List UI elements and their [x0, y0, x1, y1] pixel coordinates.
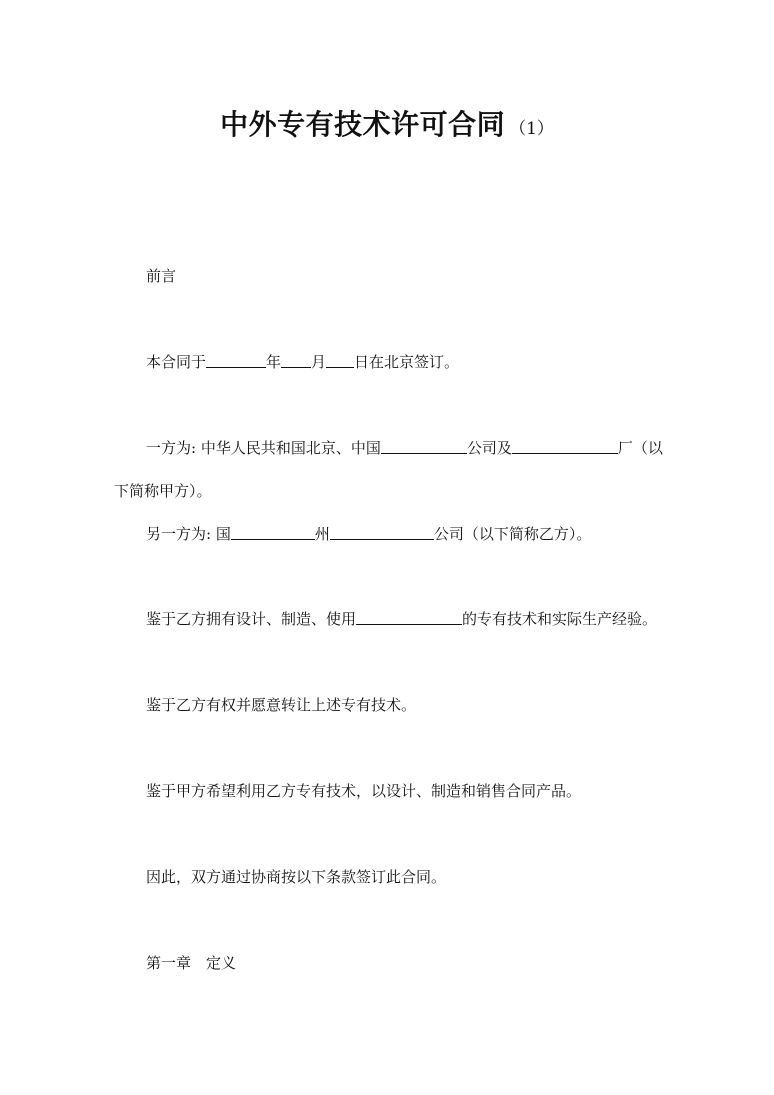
- party-b-text-3: 公司（以下简称乙方）。: [433, 525, 592, 543]
- signing-date-line: [146, 352, 459, 372]
- party-a-text-2: 公司及: [466, 439, 512, 457]
- title-text: 中外专有技术许可合同: [220, 108, 506, 141]
- factory-blank: [512, 440, 618, 454]
- title-number: （1）: [509, 119, 554, 139]
- whereas-1: [146, 609, 657, 629]
- party-a-line: [146, 438, 663, 458]
- chapter-heading: 第一章 定义: [146, 954, 237, 972]
- document-title: [0, 103, 774, 143]
- signing-text-1: 本合同于: [146, 353, 207, 371]
- whereas-1-text-1: 鉴于乙方拥有设计、制造、使用: [146, 610, 357, 628]
- party-b-text-2: 州: [314, 525, 330, 543]
- therefore-clause: 因此，双方通过协商按以下条款签订此合同。: [146, 868, 447, 886]
- country-blank: [231, 526, 315, 540]
- company-blank: [381, 440, 467, 454]
- whereas-1-text-2: 的专有技术和实际生产经验。: [462, 610, 658, 628]
- signing-text-2: 年: [266, 353, 282, 371]
- party-a-text-3: 厂（以: [617, 439, 663, 457]
- whereas-3: 鉴于甲方希望利用乙方专有技术，以设计、制造和销售合同产品。: [146, 782, 582, 800]
- party-a-continuation: 下简称甲方）。: [114, 482, 212, 500]
- day-blank: [326, 354, 354, 368]
- party-a-text-1: 一方为: 中华人民共和国北京、中国: [146, 439, 381, 457]
- party-b-text-1: 另一方为: 国: [146, 525, 231, 543]
- party-b-line: [146, 524, 591, 544]
- product-blank: [356, 611, 462, 625]
- year-blank: [206, 354, 266, 368]
- signing-text-4: 日在北京签订。: [354, 353, 460, 371]
- preface-heading: 前言: [146, 267, 177, 285]
- whereas-2: 鉴于乙方有权并愿意转让上述专有技术。: [146, 696, 417, 714]
- month-blank: [281, 354, 311, 368]
- signing-text-3: 月: [311, 353, 327, 371]
- state-blank: [330, 526, 434, 540]
